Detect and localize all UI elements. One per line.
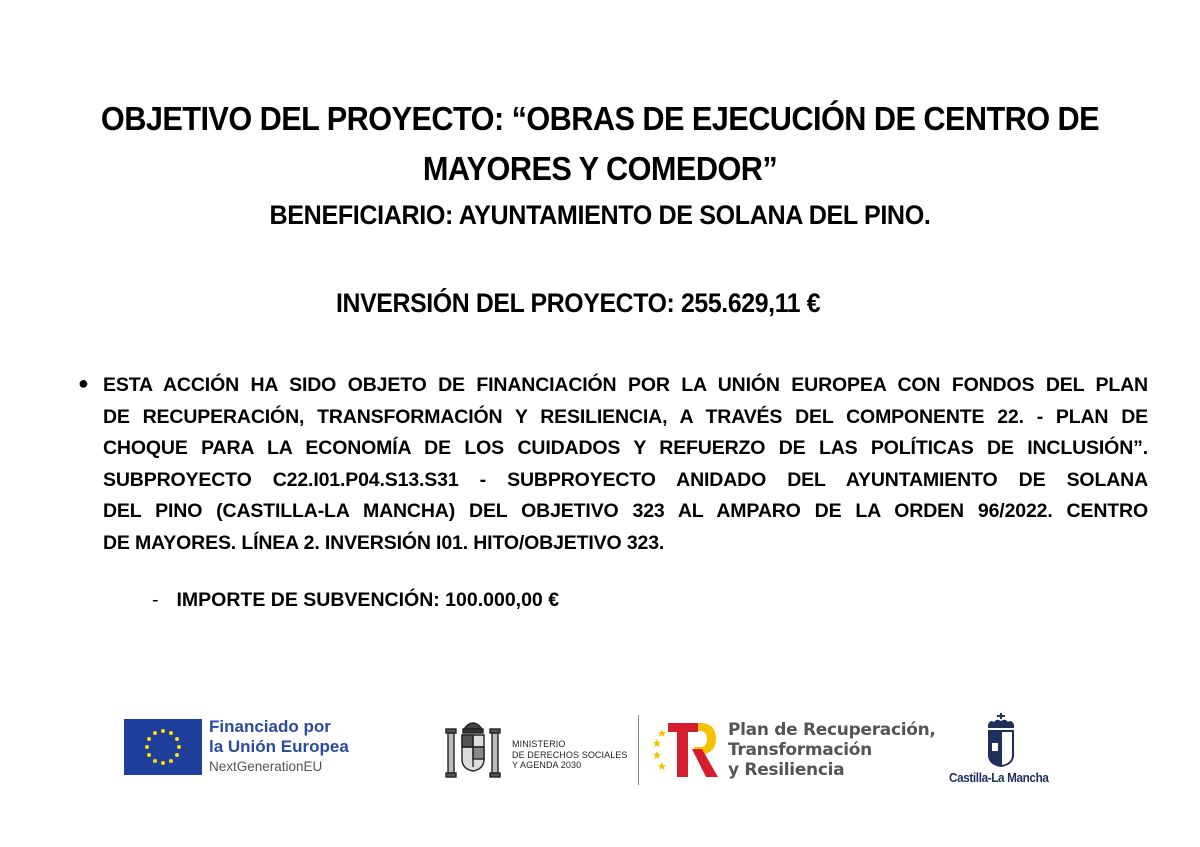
castilla-la-mancha-label: Castilla-La Mancha <box>949 770 1049 785</box>
funding-line: ESTA ACCIÓN HA SIDO OBJETO DE FINANCIACIÓN POR LA UNIÓN EUROPEA CON FONDOS DEL PLAN <box>103 374 1148 396</box>
ministry-line-3: Y AGENDA 2030 <box>512 760 582 770</box>
funding-statement <box>78 370 1148 559</box>
logo-footer <box>0 705 1200 795</box>
dash-marker: - <box>152 589 159 611</box>
tr-logo-icon <box>650 719 722 779</box>
project-title-line-1: OBJETIVO DEL PROYECTO: “OBRAS DE EJECUCIÓN DE CENTRO DE <box>100 100 1100 137</box>
eu-text-line-2: la Unión Europea <box>209 737 349 756</box>
subsidy-amount-label: IMPORTE DE SUBVENCIÓN: 100.000,00 € <box>176 589 560 611</box>
plan-line-2: Transformación <box>728 740 872 760</box>
eu-text-line-3: NextGenerationEU <box>209 759 323 774</box>
ministry-line-1: MINISTERIO <box>512 739 566 749</box>
spain-coat-of-arms-icon <box>444 715 502 783</box>
bullet-marker: ● <box>78 373 89 393</box>
eu-funding-text <box>209 717 349 777</box>
project-investment: INVERSIÓN DEL PROYECTO: 255.629,11 € <box>336 288 821 318</box>
funding-line: DE RECUPERACIÓN, TRANSFORMACIÓN Y RESILIENCIA, A TRAVÉS DEL COMPONENTE 22. - PLAN DE <box>103 405 1148 428</box>
funding-line: SUBPROYECTO C22.I01.P04.S13.S31 - SUBPROYECTO ANIDADO DEL AYUNTAMIENTO DE SOLANA <box>103 468 1148 491</box>
ministry-line-2: DE DERECHOS SOCIALES <box>512 749 628 760</box>
castilla-la-mancha-shield-icon <box>976 713 1026 769</box>
funding-statement-text <box>103 370 1148 559</box>
subsidy-amount <box>152 589 559 612</box>
plan-line-1: Plan de Recuperación, <box>728 720 936 740</box>
eu-flag-icon <box>124 719 202 775</box>
funding-line: DEL PINO (CASTILLA-LA MANCHA) DEL OBJETIVO 323 AL AMPARO DE LA ORDEN 96/2022. CENTRO <box>103 500 1148 522</box>
ministry-name <box>512 739 628 771</box>
recovery-plan-text <box>728 720 936 780</box>
eu-text-line-1: Financiado por <box>209 717 331 736</box>
beneficiary-heading: BENEFICIARIO: AYUNTAMIENTO DE SOLANA DEL PINO. <box>269 200 931 230</box>
project-title-line-2: MAYORES Y COMEDOR” <box>422 150 778 187</box>
funding-line: DE MAYORES. LÍNEA 2. INVERSIÓN I01. HITO/OBJETIVO 323. <box>103 531 665 554</box>
logo-divider <box>638 715 639 785</box>
funding-line: CHOQUE PARA LA ECONOMÍA DE LOS CUIDADOS Y REFUERZO DE LAS POLÍTICAS DE INCLUSIÓN”. <box>103 437 1148 459</box>
plan-line-3: y Resiliencia <box>728 760 845 780</box>
